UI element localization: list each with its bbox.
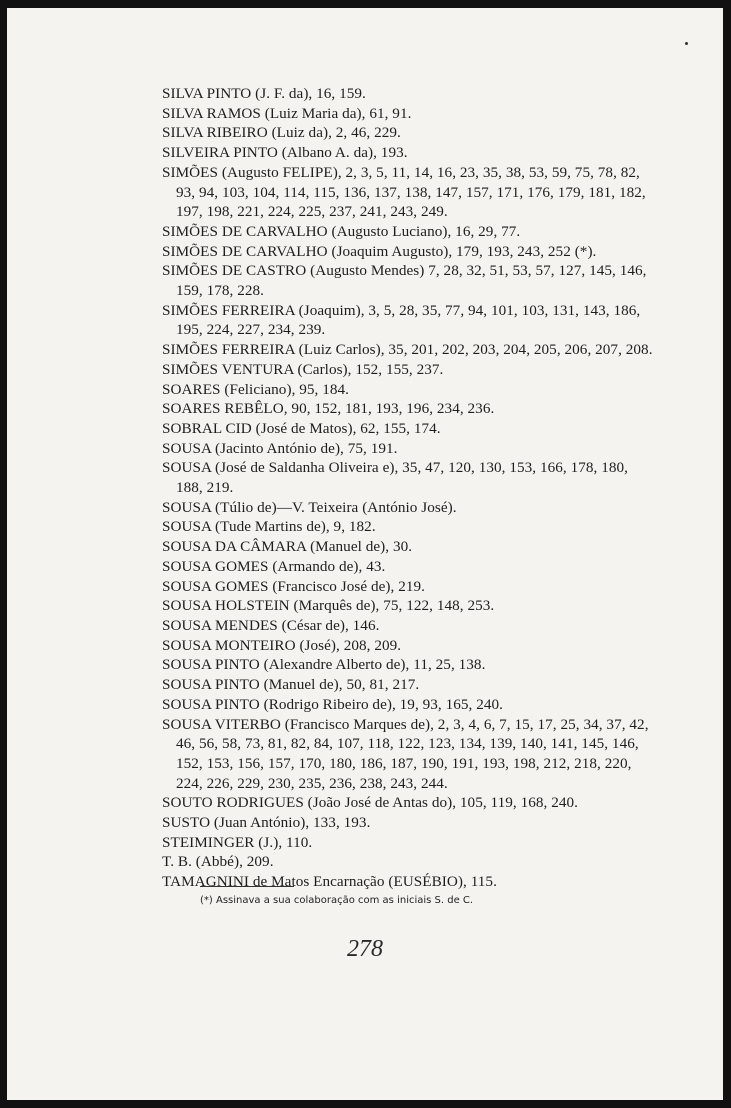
index-entry: SOBRAL CID (José de Matos), 62, 155, 174. bbox=[162, 419, 441, 437]
index-entry: SIMÕES DE CASTRO (Augusto Mendes) 7, 28, 32, 51, 53, 57, 127, 145, 146, 159, 178, 228. bbox=[162, 262, 647, 300]
document-page bbox=[7, 8, 723, 1100]
footnote-rule bbox=[200, 886, 294, 887]
index-entry: SILVA PINTO (J. F. da), 16, 159. bbox=[162, 85, 366, 102]
index-entry: SOUSA PINTO (Rodrigo Ribeiro de), 19, 93, 165, 240. bbox=[162, 695, 504, 713]
index-entry: SOUSA (José de Saldanha Oliveira e), 35, 47, 120, 130, 153, 166, 178, 180, 188, 219. bbox=[162, 459, 629, 497]
index-entry: SIMÕES FERREIRA (Joaquim), 3, 5, 28, 35, 77, 94, 101, 103, 131, 143, 186, 195, 224, 227, 234, 239. bbox=[162, 301, 641, 339]
index-entry: SOUSA (Jacinto António de), 75, 191. bbox=[162, 439, 398, 457]
index-entry: SILVA RAMOS (Luiz Maria da), 61, 91. bbox=[162, 104, 412, 122]
index-entry: SOUSA PINTO (Alexandre Alberto de), 11, 25, 138. bbox=[162, 656, 486, 674]
index-entry: SOUSA HOLSTEIN (Marquês de), 75, 122, 148, 253. bbox=[162, 597, 495, 615]
index-entry: SILVA RIBEIRO (Luiz da), 2, 46, 229. bbox=[162, 124, 401, 142]
page-number: 278 bbox=[347, 936, 383, 962]
index-entry: SOUSA (Tude Martins de), 9, 182. bbox=[162, 518, 376, 536]
index-entry: SOARES (Feliciano), 95, 184. bbox=[162, 380, 350, 398]
index-entry: SIMÕES VENTURA (Carlos), 152, 155, 237. bbox=[162, 360, 444, 378]
index-entry: SOUTO RODRIGUES (João José de Antas do), 105, 119, 168, 240. bbox=[162, 794, 579, 812]
index-entry: SILVEIRA PINTO (Albano A. da), 193. bbox=[162, 144, 408, 162]
index-entry: SOARES REBÊLO, 90, 152, 181, 193, 196, 234, 236. bbox=[162, 400, 495, 418]
index-entry: SOUSA MENDES (César de), 146. bbox=[162, 616, 380, 634]
index-entry: SIMÕES DE CARVALHO (Joaquim Augusto), 179, 193, 243, 252 (*). bbox=[162, 242, 597, 260]
index-entry: SOUSA DA CÂMARA (Manuel de), 30. bbox=[162, 538, 413, 556]
index-entry: SOUSA (Túlio de)—V. Teixeira (António José). bbox=[162, 498, 457, 516]
name-index-list bbox=[162, 84, 657, 892]
index-entry: SOUSA MONTEIRO (José), 208, 209. bbox=[162, 636, 402, 654]
index-entry: SIMÕES FERREIRA (Luiz Carlos), 35, 201, 202, 203, 204, 205, 206, 207, 208. bbox=[162, 341, 653, 359]
index-entry: SIMÕES DE CARVALHO (Augusto Luciano), 16, 29, 77. bbox=[162, 222, 521, 240]
index-entry: SOUSA GOMES (Francisco José de), 219. bbox=[162, 577, 425, 595]
index-entry: SOUSA GOMES (Armando de), 43. bbox=[162, 557, 386, 575]
paper-speck bbox=[685, 42, 688, 45]
index-entry: STEIMINGER (J.), 110. bbox=[162, 833, 313, 851]
footnote: (*) Assinava a sua colaboração com as iniciais S. de C. bbox=[200, 895, 474, 906]
index-entry: TAMAGNINI de Matos Encarnação (EUSÉBIO), 115. bbox=[162, 873, 497, 891]
index-entry: SOUSA VITERBO (Francisco Marques de), 2, 3, 4, 6, 7, 15, 17, 25, 34, 37, 42, 46, 56, 58, 73, 81, 82, 84, 107, 118, 122, 123, 134, 139, 140, 141, 145, 146, 152, 153, 156, 157, 170, 180, 186, 187, 190, 191, 193, 198, 212, 218, 220, 224, 226, 229, 230, 235, 236, 238, 243, 244. bbox=[162, 715, 649, 792]
index-entry: SUSTO (Juan António), 133, 193. bbox=[162, 814, 371, 832]
index-entry: T. B. (Abbé), 209. bbox=[162, 853, 274, 871]
index-entry: SOUSA PINTO (Manuel de), 50, 81, 217. bbox=[162, 676, 420, 694]
index-entry: SIMÕES (Augusto FELIPE), 2, 3, 5, 11, 14, 16, 23, 35, 38, 53, 59, 75, 78, 82, 93, 94, 103, 104, 114, 115, 136, 137, 138, 147, 157, 171, 176, 179, 181, 182, 197, 198, 221, 224, 225, 237, 241, 243, 249. bbox=[162, 163, 646, 221]
